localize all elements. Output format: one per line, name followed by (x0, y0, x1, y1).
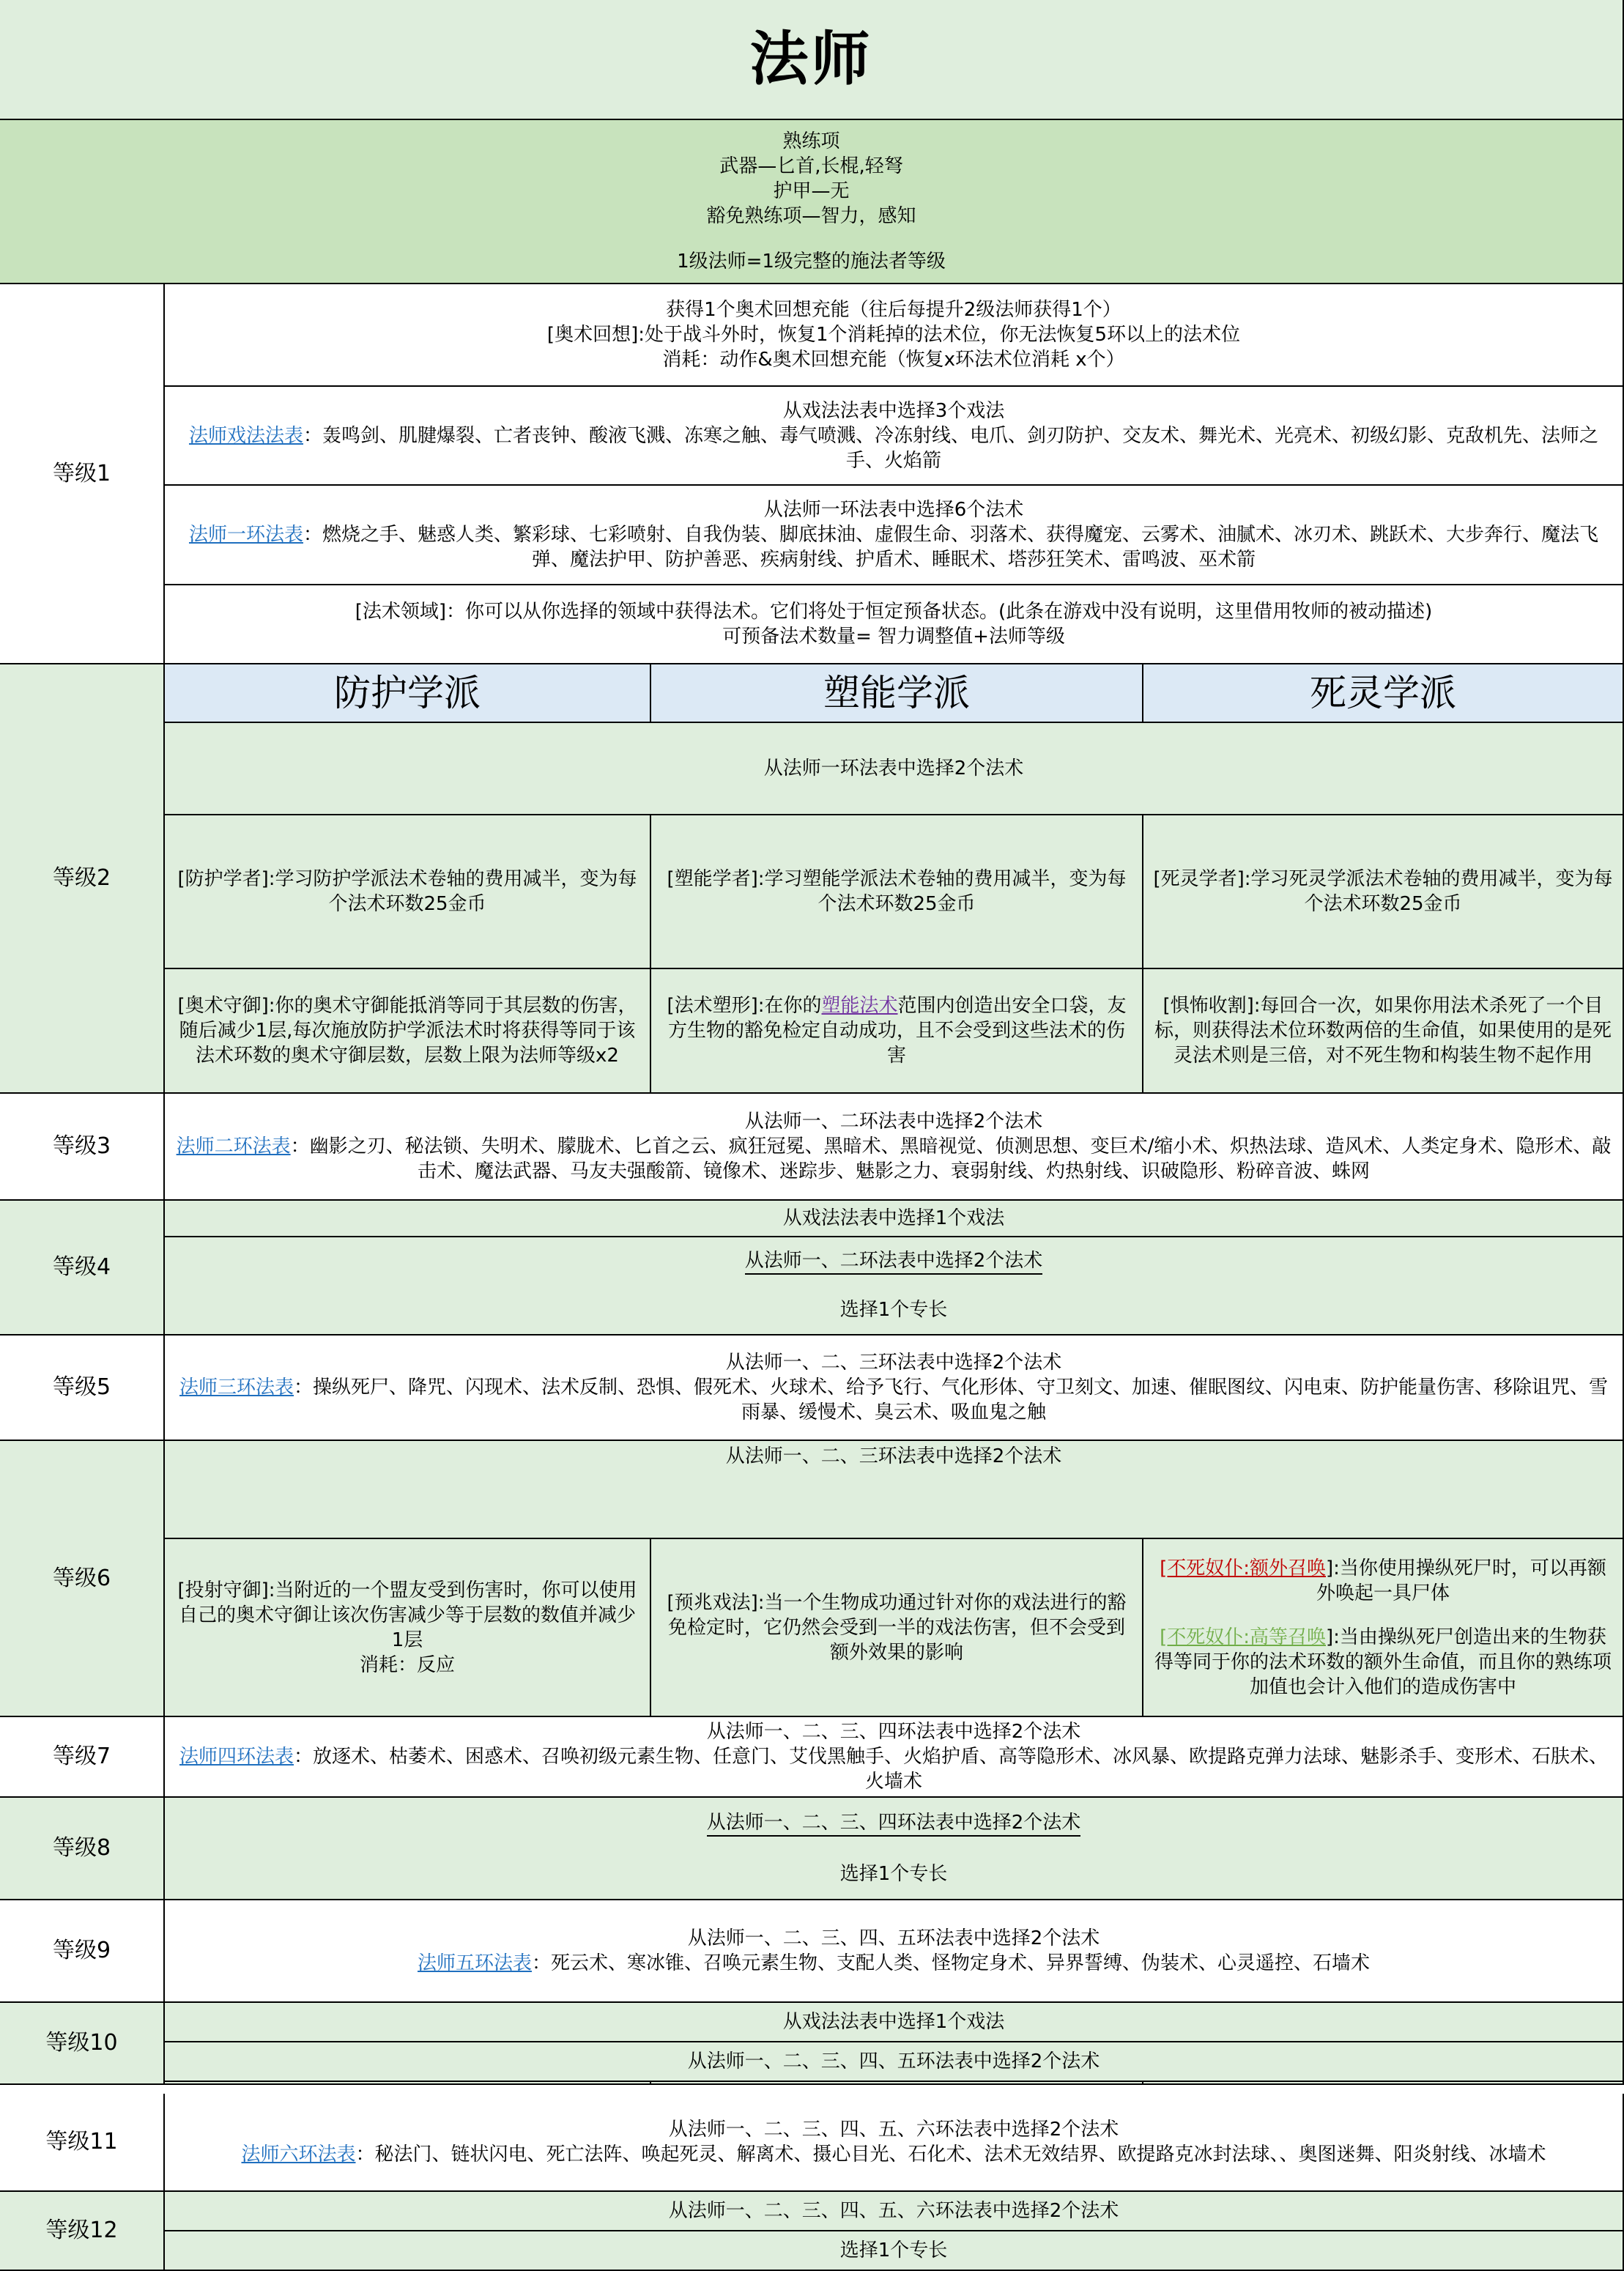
l8-rows (165, 1798, 1624, 1900)
spell-domain-count: 可预备法术数量= 智力调整值+法师等级 (722, 626, 1065, 648)
l6-spell-head: 从法师一、二、三环法表中选择2个法术 (165, 1441, 1624, 1539)
level-7-label: 等级7 (0, 1717, 165, 1798)
l8-feat: 选择1个专长 (839, 1862, 948, 1885)
l9-spell-cell (165, 1900, 1624, 2003)
improved-abjuration (165, 2082, 651, 2085)
level1-spell-list-link[interactable]: 法师一环法表 (188, 524, 303, 546)
empowered-evocation-link[interactable] (974, 2083, 1050, 2085)
empowered-pre (667, 2083, 974, 2085)
arcane-recovery-cell (165, 284, 1624, 387)
l10-block (165, 2003, 1624, 2085)
level4-spell-list-text: ：放逐术、枯萎术、困惑术、召唤初级元素生物、任意门、艾伐黑触手、火焰护盾、高等隐形术、冰风暴、欧提路克弹力法球、魅影杀手、变形术、石肤术、火墙术 (294, 1746, 1609, 1793)
l4-feat: 选择1个专长 (839, 1299, 948, 1321)
level3-spell-list-link[interactable]: 法师三环法表 (179, 1377, 294, 1398)
level5-spell-list-link[interactable]: 法师五环法表 (417, 1952, 532, 1974)
level-10-label: 等级10 (0, 2003, 165, 2085)
level6-spell-list-text: ：秘法门、链状闪电、死亡法阵、唤起死灵、解离术、摄心目光、石化术、法术无效结界、欧提路克冰封法球、、奥图迷舞、阳炎射线、冰墙术 (355, 2144, 1546, 2166)
potent-cantrip: [预兆戏法]:当一个生物成功通过针对你的戏法进行的豁免检定时，它仍然会受到一半的戏法伤害，但不会受到额外效果的影响 (651, 1539, 1143, 1717)
l4-rows (165, 1237, 1624, 1335)
level2-spell-list-text: ：幽影之刃、秘法锁、失明术、朦胧术、匕首之云、疯狂冠冕、黑暗术、黑暗视觉、侦测思想、变巨术/缩小术、炽热法球、造风术、人类定身术、隐形术、敲击术、魔法武器、马友夫强酸箭、镜像术、迷踪步、魅影之力、衰弱射线、灼热射线、识破隐形、粉碎音波、蛛网 (290, 1136, 1612, 1182)
l3-spell-head: 从法师一、二环法表中选择2个法术 (744, 1111, 1043, 1133)
school-evocation-header: 塑能学派 (651, 664, 1143, 723)
l10-spell: 从法师一、二、三、四、五环法表中选择2个法术 (165, 2042, 1624, 2082)
bottom-levels (0, 2094, 1624, 2271)
inured-to-undeath (1143, 2082, 1624, 2085)
cantrip-list-text: ：轰鸣剑、肌腱爆裂、亡者丧钟、酸液飞溅、冻寒之触、毒气喷溅、冷冻射线、电爪、剑刃防护、交友术、舞光术、光亮术、初级幻影、克敌机先、法师之手、火焰箭 (303, 424, 1599, 472)
l3-spell-cell (165, 1094, 1624, 1201)
arcane-ward: [奥术守御]:你的奥术守御能抵消等同于其层数的伤害，随后减少1层,每次施放防护学派法术时将获得等同于该法术环数的奥术守御层数，层数上限为法师等级x2 (165, 969, 651, 1094)
undead-extra-link[interactable]: [不死奴仆:额外召唤 (1160, 1557, 1326, 1579)
l2-spell-head: 从法师一环法表中选择2个法术 (165, 723, 1624, 815)
level4-spell-list-link[interactable]: 法师四环法表 (179, 1746, 294, 1768)
l12-spell: 从法师一、二、三、四、五、六环法表中选择2个法术 (165, 2192, 1624, 2231)
undead-greater-link[interactable]: [不死奴仆:高等召唤 (1160, 1626, 1326, 1648)
level1-spell-list-text: ：燃烧之手、魅惑人类、繁彩球、七彩喷射、自我伪装、脚底抹油、虚假生命、羽落术、获得魔宠、云雾术、油腻术、冰刃术、跳跃术、大步奔行、魔法飞弹、魔法护甲、防护善恶、疾病射线、护盾术、睡眠术、塔莎狂笑术、雷鸣波、巫术箭 (303, 524, 1599, 571)
level-4-label: 等级4 (0, 1201, 165, 1335)
level-12-label: 等级12 (0, 2192, 165, 2271)
arcane-recovery-cost: 消耗：动作&奥术回想充能（恢复x环法术位消耗 x个） (662, 349, 1125, 371)
l10-cantrip: 从戏法法表中选择1个戏法 (165, 2003, 1624, 2042)
proficiency-note: 1级法师=1级完整的施法者等级 (677, 251, 946, 273)
level-6-label: 等级6 (0, 1441, 165, 1717)
sculpt-spells-pre: [法术塑形]:在你的 (667, 995, 822, 1017)
arcane-recovery-gain: 获得1个奥术回想充能（往后每提升2级法师获得1个） (666, 299, 1121, 321)
proficiency-armor: 护甲—无 (773, 180, 850, 202)
level-2-label: 等级2 (0, 664, 165, 1094)
l11-spell-cell (165, 2094, 1624, 2192)
school-necromancy-header: 死灵学派 (1143, 664, 1624, 723)
projected-ward (165, 1539, 651, 1717)
level3-spell-list-text: ：操纵死尸、降咒、闪现术、法术反制、恐惧、假死术、火球术、给予飞行、气化形体、守卫刻文、加速、催眠图纹、闪电束、防护能量伤害、移除诅咒、雪雨暴、缓慢术、臭云术、吸血鬼之触 (294, 1377, 1609, 1423)
page-title: 法师 (749, 25, 873, 93)
proficiency-weapons: 武器—匕首,长棍,轻弩 (719, 155, 903, 177)
l4-cantrip: 从戏法法表中选择1个戏法 (165, 1201, 1624, 1237)
empowered-evocation (651, 2082, 1143, 2085)
grim-harvest: [惧怖收割]:每回合一次，如果你用法术杀死了一个目标，则获得法术位环数两倍的生命值，如果使用的是死灵法术则是三倍，对不死生物和构装生物不起作用 (1143, 969, 1624, 1094)
undead-greater-text: ]:当由操纵死尸创造出来的生物获得等同于你的法术环数的额外生命值，而且你的熟练项加值也会计入他们的造成伤害中 (1154, 1626, 1612, 1698)
sculpt-spells-post: 范围内创造出安全口袋，友方生物的豁免检定自动成功，且不会受到这些法术的伤害 (667, 995, 1127, 1067)
level-1-label: 等级1 (0, 284, 165, 664)
level-8-label: 等级8 (0, 1798, 165, 1900)
projected-ward-desc: [投射守御]:当附近的一个盟友受到伤害时，你可以使用自己的奥术守御让该次伤害减少等于层数的数值并减少1层 (177, 1579, 637, 1651)
proficiency-saves: 豁免熟练项—智力，感知 (706, 205, 916, 227)
undead-thralls (1143, 1539, 1624, 1717)
l1-cantrip-cell (165, 387, 1624, 486)
level5-spell-list-text: ：死云术、寒冰锥、召唤元素生物、支配人类、怪物定身术、异界誓缚、伪装术、心灵遥控、石墙术 (532, 1952, 1371, 1974)
title-cell (0, 0, 1624, 120)
level-9-label: 等级9 (0, 1900, 165, 2003)
l1-spell-head: 从法师一环法表中选择6个法术 (763, 499, 1024, 521)
spell-domain-desc: [法术领域]：你可以从你选择的领域中获得法术。它们将处于恒定预备状态。(此条在游戏中没有说明，这里借用牧师的被动描述) (355, 601, 1433, 623)
level-11-label: 等级11 (0, 2094, 165, 2192)
l1-spell-cell (165, 486, 1624, 585)
level-5-label: 等级5 (0, 1335, 165, 1441)
school-abjuration-header: 防护学派 (165, 664, 651, 723)
evocation-scholar: [塑能学者]:学习塑能学派法术卷轴的费用减半，变为每个法术环数25金币 (651, 815, 1143, 969)
undead-extra-text: ]:当你使用操纵死尸时，可以再额外唤起一具尸体 (1316, 1557, 1606, 1604)
level-3-label: 等级3 (0, 1094, 165, 1201)
projected-ward-cost: 消耗：反应 (359, 1653, 455, 1676)
l9-spell-head: 从法师一、二、三、四、五环法表中选择2个法术 (687, 1927, 1100, 1949)
l7-spell-cell (165, 1717, 1624, 1798)
l4-spell: 从法师一、二环法表中选择2个法术 (745, 1248, 1043, 1275)
necromancy-scholar: [死灵学者]:学习死灵学派法术卷轴的费用减半，变为每个法术环数25金币 (1143, 815, 1624, 969)
level6-spell-list-link[interactable]: 法师六环法表 (241, 2144, 356, 2166)
evocation-spell-link[interactable]: 塑能法术 (821, 995, 898, 1017)
l7-spell-head: 从法师一、二、三、四环法表中选择2个法术 (706, 1721, 1081, 1743)
l1-cantrip-head: 从戏法法表中选择3个戏法 (782, 399, 1005, 422)
l8-spell: 从法师一、二、三、四环法表中选择2个法术 (707, 1810, 1081, 1837)
level2-spell-list-link[interactable]: 法师二环法表 (176, 1136, 291, 1157)
l12-feat: 选择1个专长 (165, 2231, 1624, 2271)
cantrip-list-link[interactable]: 法师戏法法表 (188, 424, 303, 447)
l5-spell-head: 从法师一、二、三环法表中选择2个法术 (725, 1352, 1062, 1374)
proficiency-cell (0, 120, 1624, 284)
arcane-recovery-desc: [奥术回想]:处于战斗外时，恢复1个消耗掉的法术位，你无法恢复5环以上的法术位 (546, 324, 1241, 346)
proficiency-heading: 熟练项 (782, 130, 840, 152)
l5-spell-cell (165, 1335, 1624, 1441)
empowered-post (878, 2083, 1127, 2085)
l11-spell-head: 从法师一、二、三、四、五、六环法表中选择2个法术 (668, 2119, 1119, 2141)
abjuration-scholar: [防护学者]:学习防护学派法术卷轴的费用减半，变为每个法术环数25金币 (165, 815, 651, 969)
sculpt-spells (651, 969, 1143, 1094)
spell-domain-cell (165, 585, 1624, 664)
